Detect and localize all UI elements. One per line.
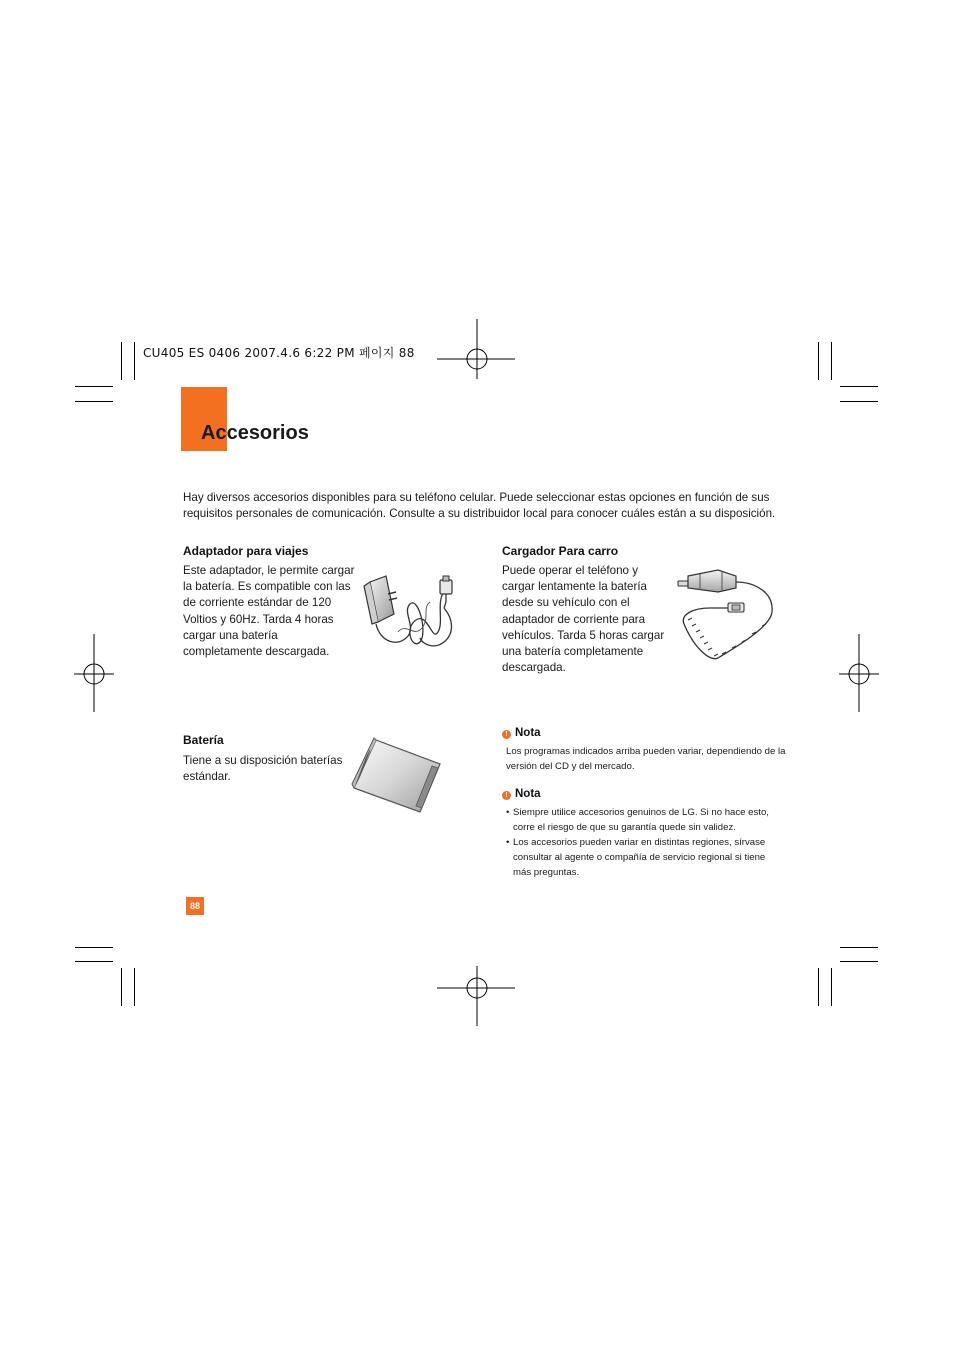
car-charger-icon (674, 568, 784, 668)
travel-adapter-heading: Adaptador para viajes (183, 544, 309, 558)
registration-mark-left (74, 634, 154, 714)
registration-mark-right (839, 634, 919, 714)
print-slug: CU405 ES 0406 2007.4.6 6:22 PM 페이지 88 (143, 346, 415, 360)
note-2-list (506, 805, 786, 880)
note-2-heading (502, 788, 541, 800)
page-number: 88 (186, 897, 204, 915)
intro-paragraph: Hay diversos accesorios disponibles para su teléfono celular. Puede seleccionar estas opciones en función de sus requisitos personales de comunicación. Consulte a su distribuidor local para conocer cuáles están a su disposición. (183, 491, 776, 520)
battery-icon (350, 736, 445, 816)
page-title: Accesorios (201, 422, 309, 444)
note-2-heading-label: Nota (515, 788, 541, 800)
warning-icon: ! (502, 791, 511, 800)
registration-mark-bottom (437, 948, 517, 1028)
battery-text: Tiene a su disposición baterías estándar. (183, 754, 343, 784)
warning-icon: ! (502, 730, 511, 739)
battery-heading: Batería (183, 733, 224, 747)
registration-mark-top (437, 319, 517, 399)
travel-adapter-text: Este adaptador, le permite cargar la batería. Es compatible con las de corriente estándar de 120 Voltios y 60Hz. Tarda 4 horas cargar una batería completamente descargada. (183, 564, 355, 659)
travel-adapter-icon (358, 572, 468, 652)
car-charger-heading: Cargador Para carro (502, 544, 619, 558)
note-2-item: • Siempre utilice accesorios genuinos de LG. Si no hace esto, corre el riesgo de que su garantía quede sin validez. (506, 805, 786, 835)
car-charger-text: Puede operar el teléfono y cargar lentamente la batería desde su vehículo con el adaptador de corriente para vehículos. Tarda 5 horas cargar una batería completamente descargada. (502, 564, 665, 675)
note-1-heading (502, 727, 541, 739)
note-2-item: • Los accesorios pueden variar en distintas regiones, sírvase consultar al agente o compañía de servicio regional si tiene más preguntas. (506, 835, 786, 880)
note-1-heading-label: Nota (515, 727, 541, 739)
note-1-text: Los programas indicados arriba pueden variar, dependiendo de la versión del CD y del mercado. (506, 746, 786, 772)
